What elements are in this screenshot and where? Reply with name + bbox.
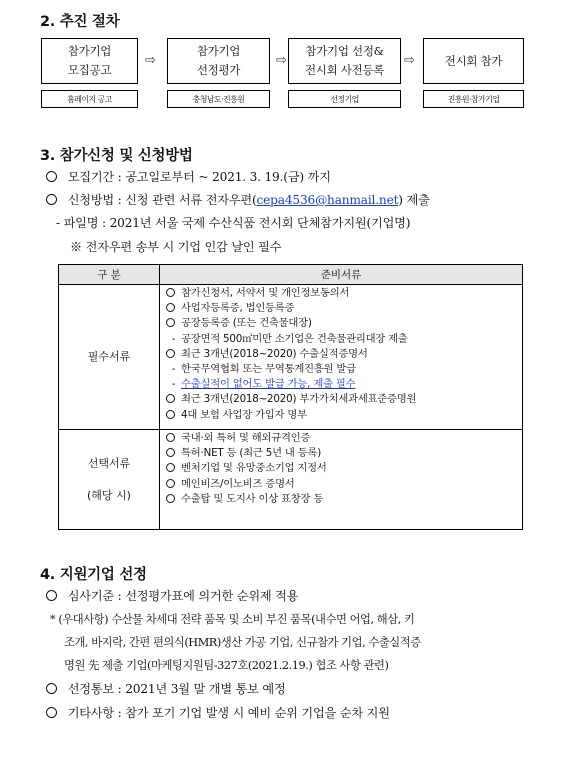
section-title-procedure: 2. 추진 절차	[40, 14, 120, 30]
preference-line-2: 조개, 바지락, 간편 편의식(HMR)생산 가공 기업, 신규참가 기업, 수출실적증	[64, 636, 421, 649]
list-item: 수출탑 및 도지사 이상 표창장 등	[166, 492, 522, 507]
circle-bullet-icon	[166, 394, 175, 403]
apply-method-suffix: ) 제출	[398, 193, 430, 207]
arrow-right-icon: ⇨	[145, 53, 156, 68]
flow-step-3: 참가기업 선정& 전시회 사전등록	[288, 38, 401, 84]
circle-bullet-icon	[166, 318, 175, 327]
required-docs-list	[160, 285, 523, 430]
list-item: 벤처기업 및 유망중소기업 지정서	[166, 461, 522, 476]
flow-step-3-label: 선정기업	[288, 90, 401, 108]
apply-method-text: 신청방법 : 신청 관련 서류 전자우편(	[67, 193, 257, 207]
circle-bullet-icon	[46, 171, 57, 182]
circle-bullet-icon	[166, 433, 175, 442]
circle-bullet-icon	[166, 410, 175, 419]
optional-docs-list	[160, 430, 523, 530]
optional-docs-label: 선택서류 (해당 시)	[59, 430, 160, 530]
list-item: 공장등록증 (또는 건축물대장)	[166, 316, 522, 331]
section-title-selection: 4. 지원기업 선정	[40, 567, 147, 583]
etc-notice: 기타사항 : 참가 포기 기업 발생 시 예비 순위 기업을 순차 지원	[46, 704, 390, 721]
list-item: 메인비즈/이노비즈 증명서	[166, 477, 522, 492]
selection-notice: 선정통보 : 2021년 3월 말 개별 통보 예정	[46, 680, 286, 697]
flow-step-4-label: 진흥원·참가기업	[423, 90, 524, 108]
recruit-period	[46, 168, 331, 185]
circle-bullet-icon	[166, 349, 175, 358]
circle-bullet-icon	[46, 683, 57, 694]
circle-bullet-icon	[166, 479, 175, 488]
seal-note: ※ 전자우편 송부 시 기업 인감 날인 필수	[70, 240, 282, 254]
circle-bullet-icon	[166, 463, 175, 472]
list-item: 특허·NET 등 (최근 5년 내 등록)	[166, 446, 522, 461]
circle-bullet-icon	[46, 194, 57, 205]
file-name-rule: - 파일명 : 2021년 서울 국제 수산식품 전시회 단체참가지원(기업명)	[56, 216, 411, 230]
list-item: 4대 보험 사업장 가입자 명부	[166, 408, 522, 423]
circle-bullet-icon	[46, 590, 57, 601]
selection-criteria: 심사기준 : 선정평가표에 의거한 순위제 적용	[46, 587, 298, 604]
list-item: 국내·외 특허 및 해외규격인증	[166, 431, 522, 446]
preference-line-1: * (우대사항) 수산물 차세대 전략 품목 및 소비 부진 품목(내수면 어업, 해삼, 키	[50, 613, 415, 626]
circle-bullet-icon	[166, 494, 175, 503]
list-item: 최근 3개년(2018~2020) 수출실적증명서	[166, 347, 522, 362]
apply-method	[46, 191, 430, 208]
flow-step-1: 참가기업 모집공고	[41, 38, 138, 84]
required-docs-label: 필수서류	[59, 285, 160, 430]
documents-table	[58, 264, 523, 530]
circle-bullet-icon	[166, 288, 175, 297]
preference-line-3: 명원 先 제출 기업(마케팅지원팀-327호(2021.2.19.) 협조 사항 관련)	[64, 659, 389, 672]
circle-bullet-icon	[166, 448, 175, 457]
email-link[interactable]: cepa4536@hanmail.net	[256, 193, 399, 207]
flow-step-2: 참가기업 선정평가	[167, 38, 270, 84]
circle-bullet-icon	[166, 303, 175, 312]
list-subitem: - 공장면적 500㎡미만 소기업은 건축물관리대장 제출	[171, 332, 408, 345]
circle-bullet-icon	[46, 707, 57, 718]
header-documents: 준비서류	[160, 265, 523, 285]
recruit-period-text: 모집기간 : 공고일로부터 ~ 2021. 3. 19.(금) 까지	[67, 170, 331, 184]
flow-step-1-label: 홈페이지 공고	[41, 90, 138, 108]
section-title-application: 3. 참가신청 및 신청방법	[40, 148, 193, 164]
list-item: 최근 3개년(2018~2020) 부가가치세과세표준증명원	[166, 392, 522, 407]
list-item: 사업자등록증, 법인등록증	[166, 301, 522, 316]
arrow-right-icon: ⇨	[404, 53, 415, 68]
arrow-right-icon: ⇨	[276, 53, 287, 68]
flow-step-2-label: 충청남도·진흥원	[167, 90, 270, 108]
list-subitem-emphasis: - 수출실적이 없어도 발급 가능, 제출 필수	[171, 378, 356, 391]
header-category: 구 분	[59, 265, 160, 285]
list-subitem: - 한국무역협회 또는 무역통계진흥원 발급	[171, 363, 356, 376]
list-item: 참가신청서, 서약서 및 개인정보동의서	[166, 286, 522, 301]
flow-step-4: 전시회 참가	[423, 38, 524, 84]
